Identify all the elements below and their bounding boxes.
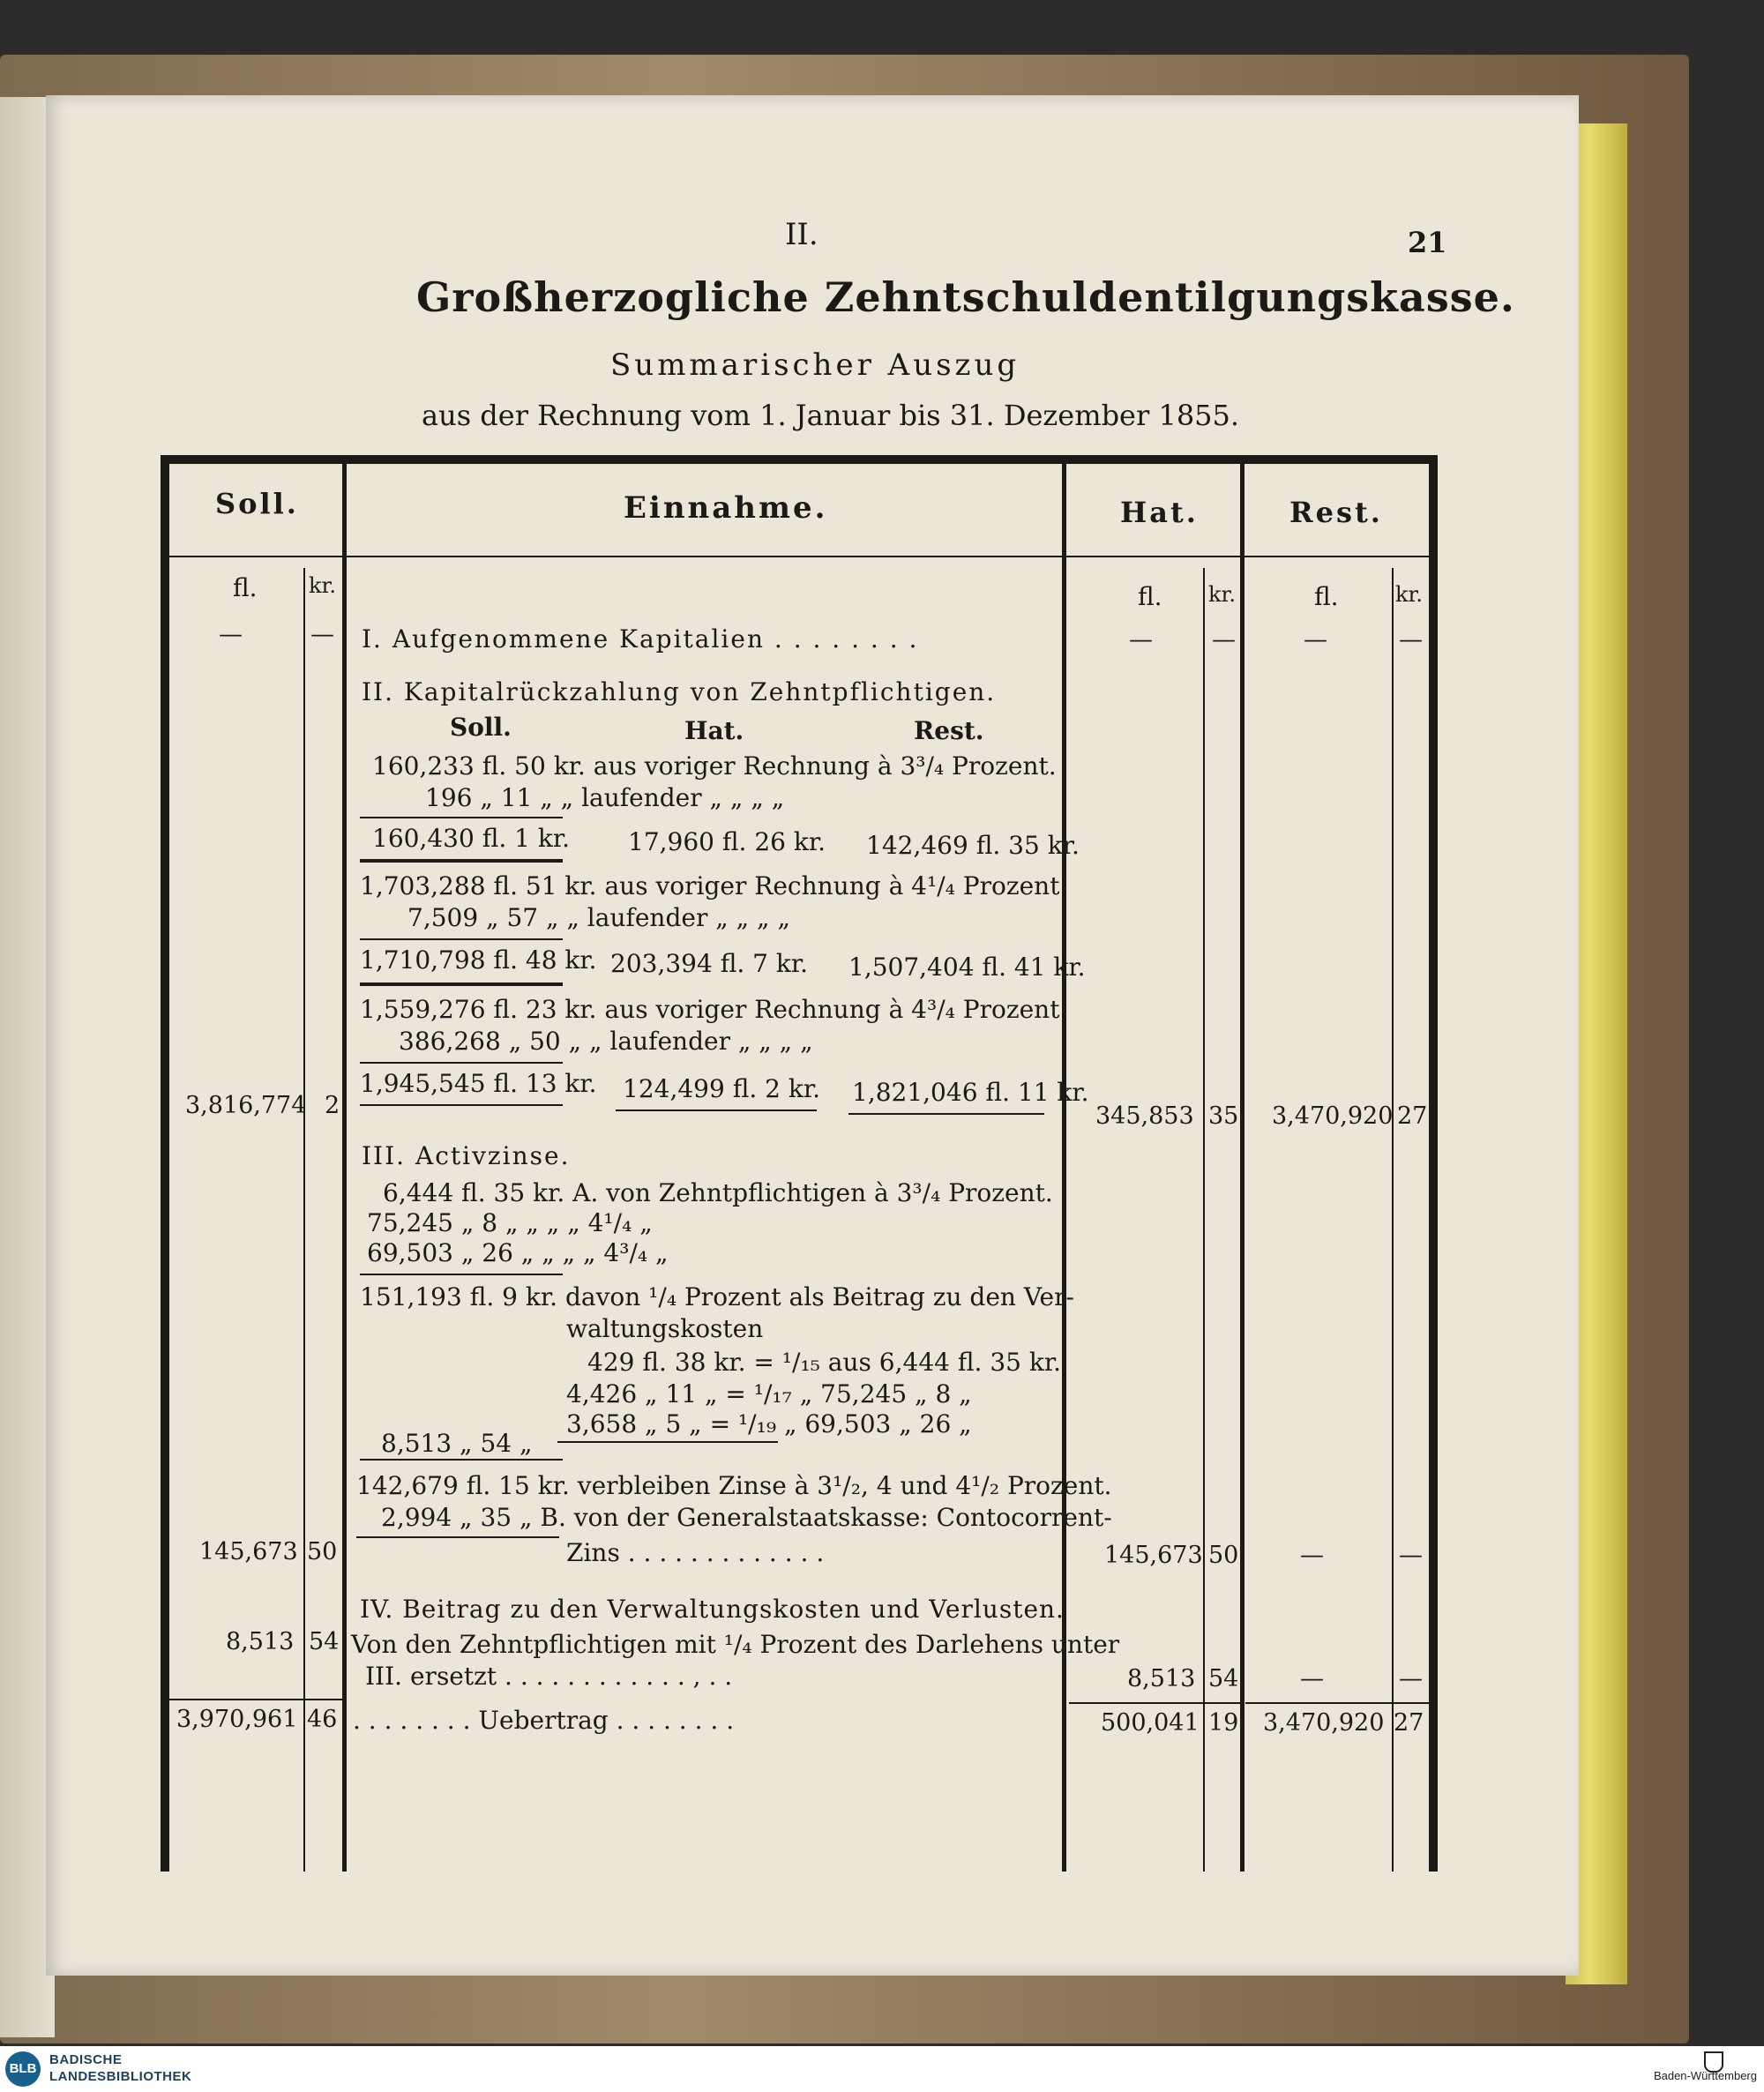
section-2-line: 160,233 fl. 50 kr. aus voriger Rechnung à 3³/₄ Prozent.: [372, 751, 1057, 781]
section-3-hat-fl: 145,673: [1104, 1542, 1203, 1569]
section-2-soll-kr: 2: [325, 1092, 340, 1119]
section-1-label: I. Aufgenommene Kapitalien . . . . . . . .: [362, 624, 919, 654]
library-name-line2: LANDESBIBLIOTHEK: [49, 2069, 192, 2084]
section-3-line: 2,994 „ 35 „ B. von der Generalstaatskasse: Contocorrent-: [381, 1503, 1112, 1532]
total-soll-fl: 3,970,961: [176, 1706, 298, 1733]
section-3-line: 4,426 „ 11 „ = ¹/₁₇ „ 75,245 „ 8 „: [566, 1379, 972, 1408]
section-3-line: 3,658 „ 5 „ = ¹/₁₉ „ 69,503 „ 26 „: [566, 1409, 972, 1438]
section-2-hat-subheader: Hat.: [684, 716, 744, 745]
blb-logo: BLB: [5, 2051, 41, 2087]
section-1-soll-kr: —: [310, 621, 334, 648]
section-1-rest-kr: —: [1399, 626, 1423, 654]
section-3-line: 8,513 „ 54 „: [381, 1429, 533, 1458]
section-4-hat-fl: 8,513: [1127, 1665, 1196, 1692]
section-3-line: Zins . . . . . . . . . . . . .: [566, 1538, 825, 1567]
section-4-line: Von den Zehntpflichtigen mit ¹/₄ Prozent des Darlehens unter: [351, 1630, 1120, 1659]
book-page: [46, 95, 1579, 1976]
section-2-line: 386,268 „ 50 „ „ laufender „ „ „ „: [399, 1027, 813, 1056]
section-3-hat-kr: 50: [1208, 1542, 1239, 1569]
page-subtitle: Summarischer Auszug: [610, 347, 1020, 383]
section-3-line: 75,245 „ 8 „ „ „ „ 4¹/₄ „: [367, 1208, 653, 1237]
section-2-line: 1,703,288 fl. 51 kr. aus voriger Rechnung à 4¹/₄ Prozent.: [360, 871, 1068, 900]
state-name: Baden-Württemberg: [1653, 2069, 1757, 2082]
hat-column-header: Hat.: [1120, 496, 1199, 529]
hat-kr-header: kr.: [1208, 582, 1237, 607]
section-2-line: 124,499 fl. 2 kr.: [623, 1074, 821, 1103]
rest-fl-header: fl.: [1314, 582, 1339, 611]
section-4-label: IV. Beitrag zu den Verwaltungskosten und Verlusten.: [360, 1595, 1065, 1624]
section-2-line: 1,559,276 fl. 23 kr. aus voriger Rechnung à 4³/₄ Prozent.: [360, 995, 1068, 1024]
total-hat-fl: 500,041: [1101, 1709, 1200, 1737]
rest-column-header: Rest.: [1289, 496, 1383, 529]
section-numeral: II.: [785, 217, 818, 252]
page-number: 21: [1408, 226, 1447, 259]
section-3-rest-fl: —: [1300, 1542, 1324, 1569]
page-title: Großherzogliche Zehntschuldentilgungskasse.: [416, 273, 1515, 321]
section-2-rest-fl: 3,470,920: [1272, 1102, 1394, 1130]
section-2-soll-fl: 3,816,774: [185, 1092, 307, 1119]
hat-fl-header: fl.: [1138, 582, 1162, 611]
section-3-line: 142,679 fl. 15 kr. verbleiben Zinse à 3¹/₂, 4 und 4¹/₂ Prozent.: [356, 1471, 1112, 1500]
section-2-soll-subheader: Soll.: [450, 713, 512, 742]
section-3-soll-fl: 145,673: [199, 1538, 298, 1565]
section-3-line: 69,503 „ 26 „ „ „ „ 4³/₄ „: [367, 1238, 669, 1267]
section-1-rest-fl: —: [1304, 626, 1327, 654]
section-2-line: 142,469 fl. 35 kr.: [866, 831, 1080, 860]
total-rest-fl: 3,470,920: [1263, 1709, 1385, 1737]
section-1-hat-kr: —: [1212, 626, 1236, 654]
section-3-line: waltungskosten: [566, 1314, 764, 1343]
section-4-line: III. ersetzt . . . . . . . . . . . . , . .: [365, 1662, 733, 1691]
section-2-line: 1,507,404 fl. 41 kr.: [848, 953, 1086, 982]
section-2-line: 196 „ 11 „ „ laufender „ „ „ „: [425, 783, 785, 812]
rest-kr-header: kr.: [1395, 582, 1424, 607]
section-3-line: 429 fl. 38 kr. = ¹/₁₅ aus 6,444 fl. 35 kr.: [587, 1348, 1062, 1377]
section-2-line: 7,509 „ 57 „ „ laufender „ „ „ „: [407, 903, 790, 932]
footer-bar: [0, 2046, 1764, 2092]
section-4-rest-fl: —: [1300, 1665, 1324, 1692]
soll-column-header: Soll.: [215, 487, 299, 520]
section-2-rest-kr: 27: [1397, 1102, 1428, 1130]
section-2-line: 160,430 fl. 1 kr.: [372, 824, 571, 853]
section-4-soll-kr: 54: [309, 1628, 340, 1655]
section-2-line: 17,960 fl. 26 kr.: [628, 827, 826, 856]
einnahme-column-header: Einnahme.: [624, 490, 828, 526]
section-2-line: 1,710,798 fl. 48 kr.: [360, 945, 597, 975]
library-name-line1: BADISCHE: [49, 2052, 123, 2067]
section-2-line: 1,821,046 fl. 11 kr.: [852, 1078, 1089, 1107]
section-3-line: 151,193 fl. 9 kr. davon ¹/₄ Prozent als Beitrag zu den Ver-: [360, 1282, 1074, 1311]
section-1-hat-fl: —: [1129, 626, 1153, 654]
section-2-hat-fl: 345,853: [1095, 1102, 1194, 1130]
section-2-label: II. Kapitalrückzahlung von Zehntpflichtigen.: [362, 677, 997, 706]
section-3-label: III. Activzinse.: [362, 1141, 571, 1170]
section-3-soll-kr: 50: [307, 1538, 338, 1565]
section-3-rest-kr: —: [1399, 1542, 1423, 1569]
section-2-line: 203,394 fl. 7 kr.: [610, 949, 809, 978]
soll-kr-header: kr.: [309, 573, 337, 598]
page-subsubtitle: aus der Rechnung vom 1. Januar bis 31. Dezember 1855.: [422, 399, 1240, 432]
section-2-line: 1,945,545 fl. 13 kr.: [360, 1069, 597, 1098]
section-2-hat-kr: 35: [1208, 1102, 1239, 1130]
section-4-soll-fl: 8,513: [226, 1628, 295, 1655]
total-rest-kr: 27: [1394, 1709, 1424, 1737]
section-4-hat-kr: 54: [1208, 1665, 1239, 1692]
total-label: . . . . . . . . Uebertrag . . . . . . . .: [353, 1706, 735, 1735]
section-2-rest-subheader: Rest.: [914, 716, 984, 745]
section-3-line: 6,444 fl. 35 kr. A. von Zehntpflichtigen à 3³/₄ Prozent.: [383, 1178, 1053, 1207]
total-soll-kr: 46: [307, 1706, 338, 1733]
section-4-rest-kr: —: [1399, 1665, 1423, 1692]
total-hat-kr: 19: [1208, 1709, 1239, 1737]
section-1-soll-fl: —: [219, 621, 243, 648]
soll-fl-header: fl.: [233, 573, 258, 602]
